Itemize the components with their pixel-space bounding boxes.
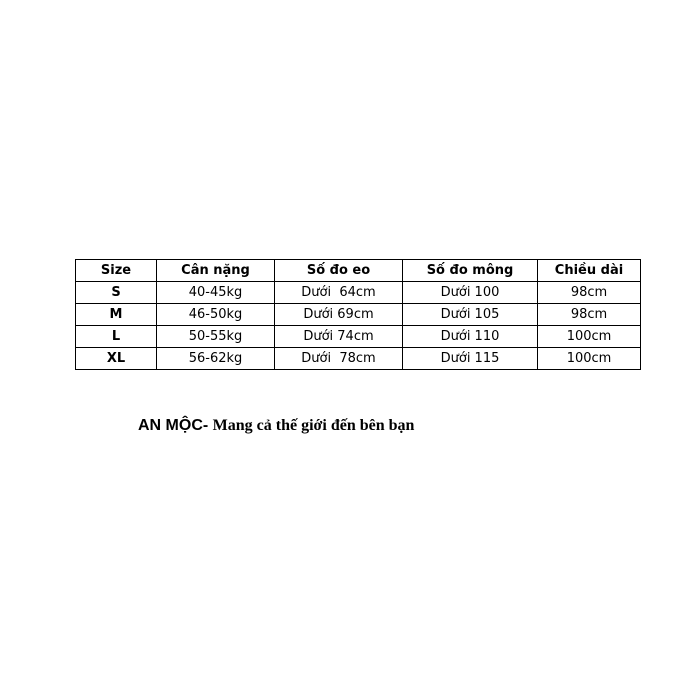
table-row [76,326,641,348]
brand-slogan: Mang cả thế giới đến bên bạn [212,417,415,434]
weight-cell: 56-62kg [157,348,275,370]
size-cell: XL [76,348,157,370]
weight-cell: 46-50kg [157,304,275,326]
size-cell: S [76,282,157,304]
length-cell: 98cm [538,282,641,304]
hip-cell: Dưới 110 [403,326,538,348]
hip-cell: Dưới 100 [403,282,538,304]
table-row [76,282,641,304]
size-cell: M [76,304,157,326]
table-header-row [76,260,641,282]
header-hip: Số đo mông [403,260,538,282]
waist-cell: Dưới 78cm [275,348,403,370]
waist-cell: Dưới 64cm [275,282,403,304]
table-row [76,304,641,326]
waist-cell: Dưới 69cm [275,304,403,326]
brand-name: AN MỘC- [138,417,213,434]
hip-cell: Dưới 105 [403,304,538,326]
length-cell: 100cm [538,326,641,348]
header-waist: Số đo eo [275,260,403,282]
brand-tagline [138,417,414,435]
header-length: Chiều dài [538,260,641,282]
length-cell: 98cm [538,304,641,326]
hip-cell: Dưới 115 [403,348,538,370]
length-cell: 100cm [538,348,641,370]
size-cell: L [76,326,157,348]
size-chart-table [75,259,641,370]
header-weight: Cân nặng [157,260,275,282]
header-size: Size [76,260,157,282]
waist-cell: Dưới 74cm [275,326,403,348]
table-row [76,348,641,370]
weight-cell: 40-45kg [157,282,275,304]
weight-cell: 50-55kg [157,326,275,348]
